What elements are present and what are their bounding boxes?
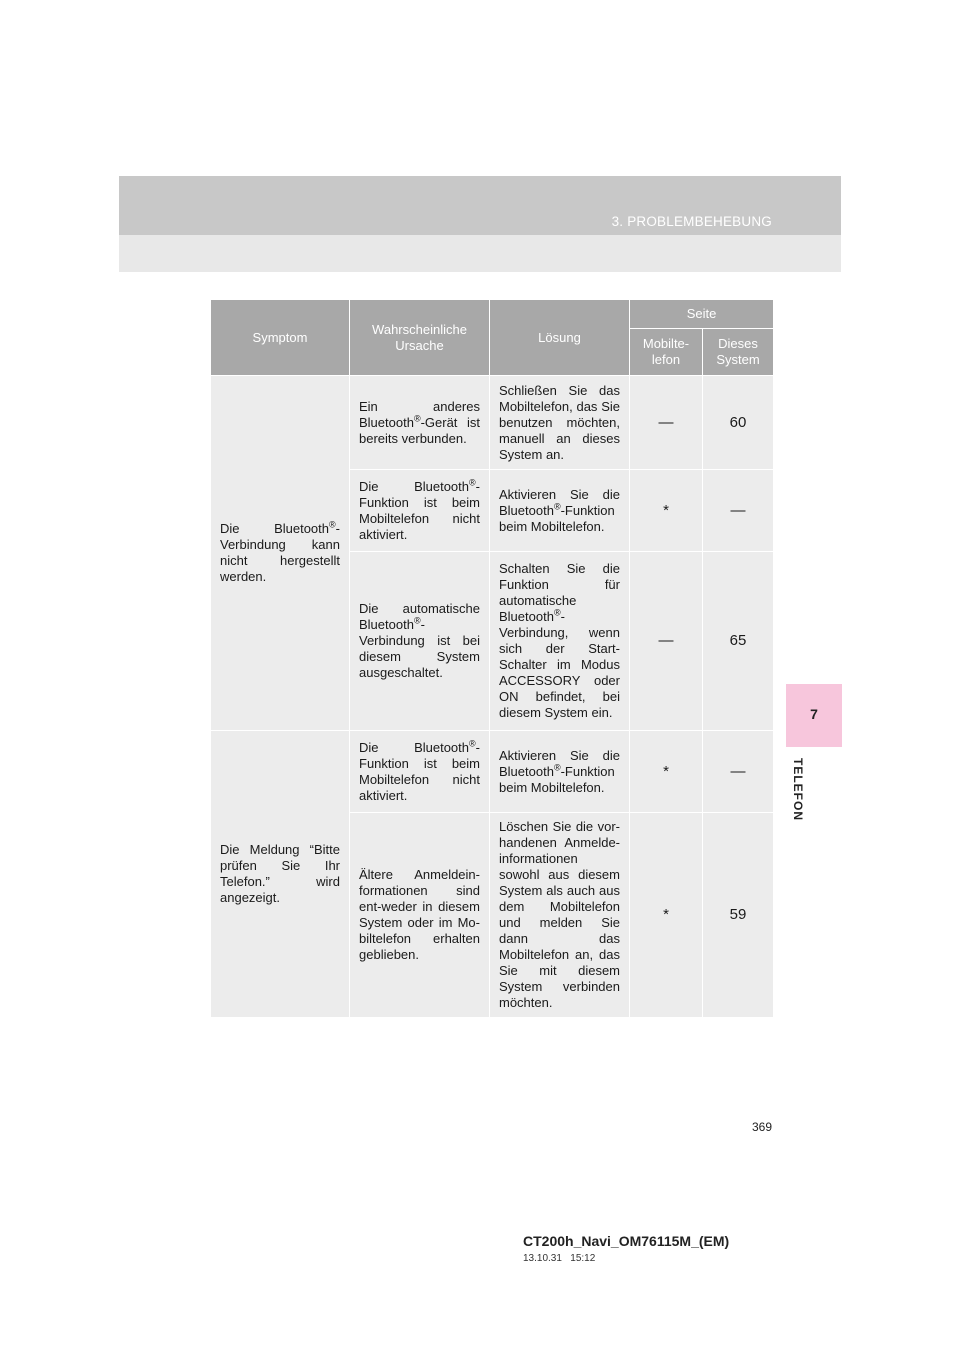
col-header-symptom: Symptom	[211, 300, 350, 376]
page-number: 369	[752, 1120, 773, 1134]
chapter-label	[788, 758, 808, 821]
solution-cell: Aktivieren Sie die Bluetooth®-Funktion beim Mobiltelefon.	[490, 470, 630, 552]
page-system-cell: 59	[703, 813, 774, 1018]
document-timestamp: 13.10.31 15:12	[523, 1253, 596, 1264]
table-row	[211, 731, 774, 813]
col-header-solution: Lösung	[490, 300, 630, 376]
chapter-number: 7	[810, 706, 818, 722]
page-mobile-cell: —	[630, 376, 703, 470]
cause-cell: Die Bluetooth®-Funktion ist beim Mobiltelefon nicht aktiviert.	[350, 731, 490, 813]
col-header-page-system: Dieses System	[703, 329, 774, 376]
symptom-cell: Die Meldung “Bitte prüfen Sie Ihr Telefon.” wird angezeigt.	[211, 731, 350, 1018]
col-header-page-mobile: Mobilte- lefon	[630, 329, 703, 376]
page-system-cell: 65	[703, 552, 774, 731]
solution-cell: Aktivieren Sie die Bluetooth®-Funktion beim Mobiltelefon.	[490, 731, 630, 813]
symptom-cell: Die Bluetooth®-Verbindung kann nicht hergestellt werden.	[211, 376, 350, 731]
cause-cell: Die automatische Bluetooth®-Verbindung ist bei diesem System ausgeschaltet.	[350, 552, 490, 731]
troubleshooting-table	[210, 299, 774, 1018]
cause-cell: Die Bluetooth®-Funktion ist beim Mobiltelefon nicht aktiviert.	[350, 470, 490, 552]
page-system-cell: —	[703, 731, 774, 813]
page-mobile-cell: —	[630, 552, 703, 731]
page-system-cell: —	[703, 470, 774, 552]
solution-cell: Löschen Sie die vor-handenen Anmelde-informationen sowohl aus diesem System als auch aus dem Mobiltelefon und melden Sie dann das Mobiltelefon an, das Sie mit diesem System verbinden möchten.	[490, 813, 630, 1018]
page-mobile-cell: *	[630, 731, 703, 813]
page-system-cell: 60	[703, 376, 774, 470]
col-header-cause: Wahrscheinliche Ursache	[350, 300, 490, 376]
col-header-page: Seite	[630, 300, 774, 329]
header-subband	[119, 235, 841, 272]
page-mobile-cell: *	[630, 813, 703, 1018]
chapter-label-text: TELEFON	[791, 758, 805, 821]
section-title: 3. PROBLEMBEHEBUNG	[611, 214, 772, 229]
solution-cell: Schließen Sie das Mobiltelefon, das Sie benutzen möchten, manuell an dieses System an.	[490, 376, 630, 470]
table-row	[211, 376, 774, 470]
document-code: CT200h_Navi_OM76115M_(EM)	[523, 1233, 730, 1249]
cause-cell: Ältere Anmeldein-formationen sind ent-weder in diesem System oder im Mo-biltelefon erhalten geblieben.	[350, 813, 490, 1018]
solution-cell: Schalten Sie die Funktion für automatische Bluetooth®-Verbindung, wenn sich der Start-Schalter im Modus ACCESSORY oder ON befindet, bei diesem System ein.	[490, 552, 630, 731]
page-mobile-cell: *	[630, 470, 703, 552]
cause-cell: Ein anderes Bluetooth®-Gerät ist bereits verbunden.	[350, 376, 490, 470]
